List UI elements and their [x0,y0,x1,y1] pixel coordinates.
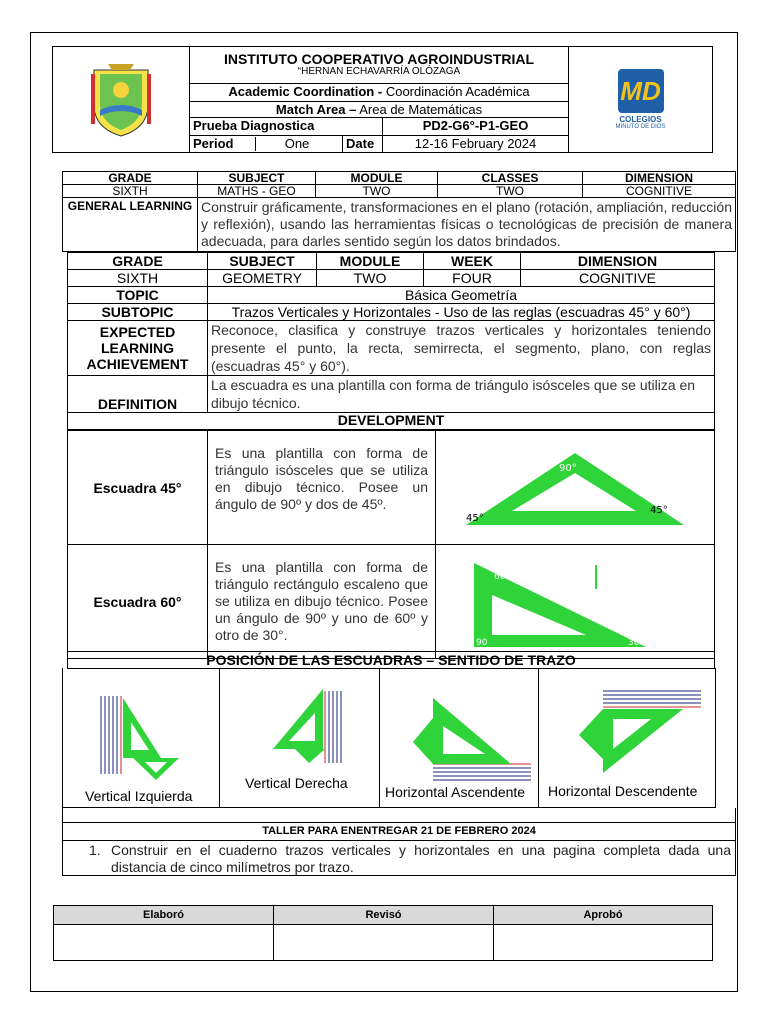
grade-table-1 [62,171,736,252]
md-logo-subcaption: MINUTO DE DIOS [615,123,666,130]
vertical-derecha-icon [243,683,363,783]
taller-panel [62,808,736,876]
angle-90-label: 90° [559,463,577,474]
elaboro-header: Elaboró [54,906,274,925]
t1-module-value: TWO [316,185,438,198]
t1-dimension-value: COGNITIVE [583,185,736,198]
escuadra-60-label: Escuadra 60° [68,545,208,659]
horizontal-descendente-icon [563,683,703,783]
coordination-cell [190,83,569,101]
development-rows [67,430,715,659]
general-learning-label: GENERAL LEARNING [63,198,198,252]
area-cell [190,102,569,118]
institution-cell [190,47,569,84]
signature-table [53,905,713,961]
definition-label: DEFINITION [68,376,208,413]
institution-name: INSTITUTO COOPERATIVO AGROINDUSTRIAL [223,50,535,67]
angle-90b-label: 90 [476,638,488,648]
expected-label: EXPECTED LEARNING ACHIEVEMENT [68,321,208,376]
vertical-izquierda-icon [83,688,193,788]
test-code: PD2-G6°-P1-GEO [383,118,569,135]
vertical-derecha-caption: Vertical Derecha [245,775,348,791]
md-logo-mark: MD [618,69,664,113]
test-label: Prueba Diagnostica [190,118,383,135]
angle-45-right-label: 45° [650,505,668,516]
header-table [52,46,713,153]
angle-60-label: 60 [494,572,506,582]
t2-header-dimension: DIMENSION [521,253,715,270]
area-label: Match Area – [275,101,357,117]
t2-dimension-value: COGNITIVE [521,270,715,287]
angle-45-left-label: 45° [466,513,484,524]
escuadra-45-figure-cell [436,431,715,545]
period-value: One [284,135,310,151]
elaboro-signature[interactable] [54,925,274,961]
t1-classes-value: TWO [438,185,583,198]
t2-header-module: MODULE [317,253,424,270]
horizontal-descendente-caption: Horizontal Descendente [548,783,698,799]
taller-item-text: Construir en el cuaderno trazos verticales y horizontales en una pagina completa dada una distancia de cinco milímetros por trazo. [111,842,731,875]
vertical-izquierda-caption: Vertical Izquierda [85,788,193,804]
angle-30-label: 30 [628,638,640,648]
period-label: Period [193,137,256,151]
aprobo-signature[interactable] [494,925,713,961]
escuadra-45-text: Es una plantilla con forma de triángulo isósceles que se utiliza en dibujo técnico. Posee un ángulo de 90º y dos de 45º. [208,431,436,545]
area-value: Area de Matemáticas [359,101,483,117]
subtopic-value: Trazos Verticales y Horizontales - Uso de las reglas (escuadras 45° y 60°) [208,304,715,321]
coordination-label: Academic Coordination - [228,84,383,100]
taller-item [63,841,735,876]
t1-header-dimension: DIMENSION [583,172,736,185]
school-logo-cell [53,47,190,153]
aprobo-header: Aprobó [494,906,713,925]
t2-week-value: FOUR [424,270,521,287]
escuadra-60-icon [436,545,714,653]
t2-header-week: WEEK [424,253,521,270]
horizontal-ascendente-icon [393,688,533,788]
escuadra-45-label: Escuadra 45° [68,431,208,545]
horizontal-ascendente-caption: Horizontal Ascendente [385,784,526,800]
subtopic-label: SUBTOPIC [68,304,208,321]
md-logo [606,69,676,131]
t2-grade-value: SIXTH [68,270,208,287]
reviso-signature[interactable] [274,925,494,961]
development-title: DEVELOPMENT [67,411,715,430]
institution-subtitle: “HERNAN ECHAVARRÍA OLÓZAGA [297,65,461,77]
t1-header-subject: SUBJECT [198,172,316,185]
md-logo-caption: COLEGIOS [619,114,662,124]
t2-header-grade: GRADE [68,253,208,270]
date-label: Date [343,135,383,152]
expected-value: Reconoce, clasifica y construye trazos verticales y horizontales teniendo presente el punto, la recta, semirrecta, el segmento, plano, con reglas (escuadras 45° y 60°). [208,321,715,376]
school-crest-icon [86,60,156,140]
t1-header-classes: CLASSES [438,172,583,185]
grade-table-2 [67,252,715,413]
date-value: 12-16 February 2024 [383,135,569,152]
positions-title: POSICIÓN DE LAS ESCUADRAS – SENTIDO DE TRAZO [67,651,715,669]
period-row [190,135,343,152]
taller-title: TALLER PARA ENENTREGAR 21 DE FEBRERO 2024 [63,823,735,841]
topic-value: Básica Geometría [208,287,715,304]
escuadra-60-figure-cell [436,545,715,659]
general-learning-text: Construir gráficamente, transformaciones en el plano (rotación, ampliación, reducción y reflexión), usando las herramientas físicas o tecnológicas de precisión de manera adecuada, para darles sentido según los datos brindados. [198,198,736,252]
reviso-header: Revisó [274,906,494,925]
t1-header-grade: GRADE [63,172,198,185]
t1-subject-value: MATHS - GEO [198,185,316,198]
escuadra-60-text: Es una plantilla con forma de triángulo rectángulo escaleno que se utiliza en dibujo técnico. Posee un ángulo de 90º y uno de 60º y otro de 30°. [208,545,436,659]
md-logo-cell [569,47,713,153]
t1-grade-value: SIXTH [63,185,198,198]
t2-subject-value: GEOMETRY [208,270,317,287]
taller-item-number: 1. [89,842,101,858]
t2-module-value: TWO [317,270,424,287]
definition-value: La escuadra es una plantilla con forma de triángulo isósceles que se utiliza en dibujo técnico. [208,376,715,413]
t2-header-subject: SUBJECT [208,253,317,270]
coordination-value: Coordinación Académica [385,84,530,100]
topic-label: TOPIC [68,287,208,304]
positions-panel [62,668,716,808]
t1-header-module: MODULE [316,172,438,185]
escuadra-45-icon [436,431,714,539]
